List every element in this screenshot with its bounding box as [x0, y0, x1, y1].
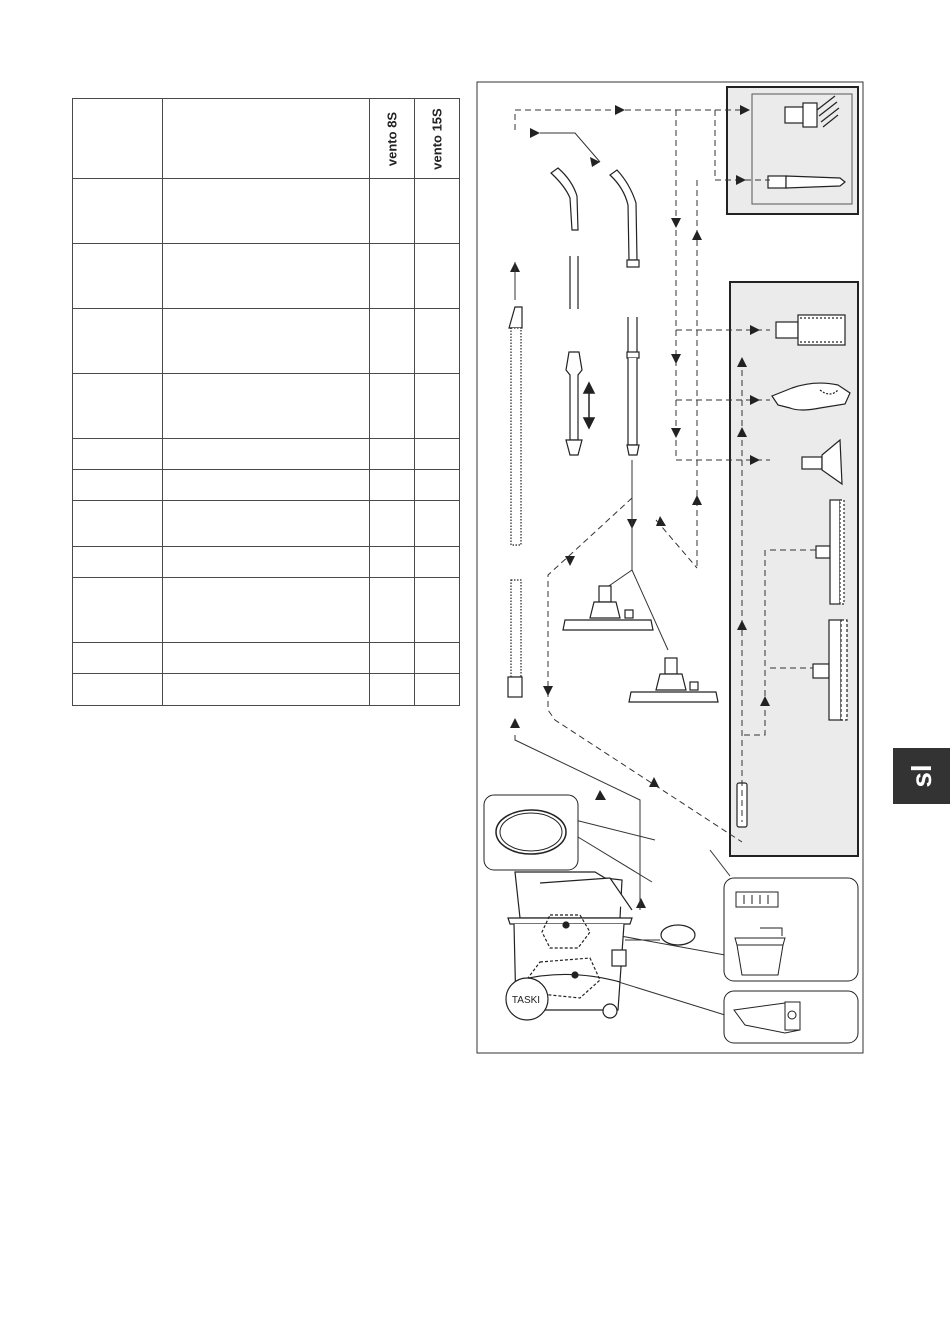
suction-tube-straight-icon — [610, 170, 639, 455]
filter-ring-icon — [484, 795, 578, 870]
machine-brand-label: TASKI — [511, 995, 541, 1006]
extension-arrow-icon — [584, 383, 594, 428]
suction-tube-bent-icon — [551, 168, 582, 455]
crevice-nozzle-icon — [768, 176, 845, 188]
header-cell-vento-15s: vento 15S — [415, 99, 460, 179]
language-tab — [893, 748, 950, 804]
suction-hose-icon — [508, 307, 522, 697]
language-tab-label: sl — [905, 764, 937, 788]
combi-floor-nozzle-icon — [563, 586, 653, 630]
filter-basket-inset — [724, 878, 858, 981]
filter-disc-icon — [661, 925, 695, 945]
header-cell-vento-8s: vento 8S — [370, 99, 415, 179]
dust-bag-inset — [724, 991, 858, 1043]
parquet-floor-nozzle-icon — [629, 658, 718, 702]
